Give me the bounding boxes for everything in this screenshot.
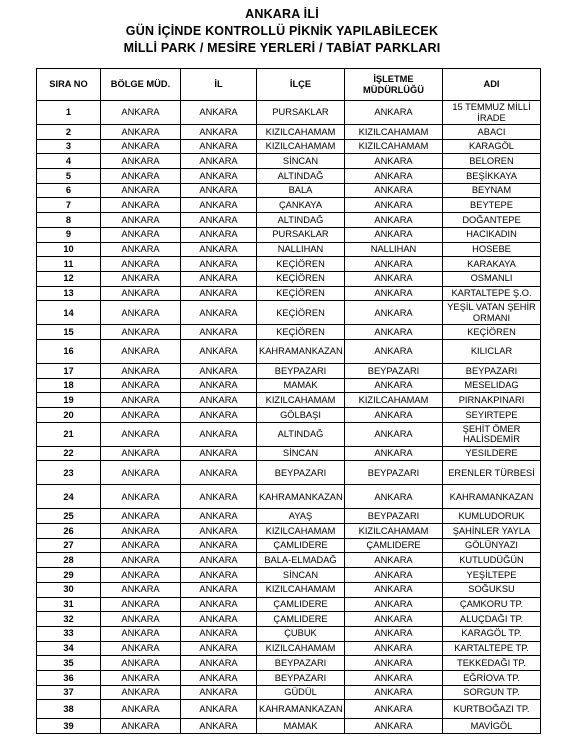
cell-sira-no: 25	[37, 509, 101, 524]
cell-adi: YESILDERE	[443, 446, 541, 461]
table-row	[37, 339, 541, 363]
cell-adi: YEŞİLTEPE	[443, 568, 541, 583]
cell-adi: ŞAHİNLER YAYLA	[443, 524, 541, 539]
table-body	[37, 101, 541, 734]
cell-ilce: BEYPAZARI	[257, 656, 345, 671]
cell-adi: YEŞİL VATAN ŞEHİR ORMANI	[443, 301, 541, 325]
cell-il: ANKARA	[181, 524, 257, 539]
cell-ilce: KIZILCAHAMAM	[257, 641, 345, 656]
cell-sira-no: 3	[37, 139, 101, 154]
cell-bolge-mud: ANKARA	[101, 700, 181, 719]
cell-bolge-mud: ANKARA	[101, 568, 181, 583]
cell-bolge-mud: ANKARA	[101, 227, 181, 242]
cell-ilce: SİNCAN	[257, 568, 345, 583]
table-row	[37, 213, 541, 228]
cell-bolge-mud: ANKARA	[101, 461, 181, 485]
cell-isletme-mudurlugu: ANKARA	[345, 271, 443, 286]
cell-isletme-mudurlugu: ANKARA	[345, 198, 443, 213]
cell-bolge-mud: ANKARA	[101, 139, 181, 154]
cell-sira-no: 26	[37, 524, 101, 539]
cell-sira-no: 6	[37, 183, 101, 198]
table-row	[37, 641, 541, 656]
table-row	[37, 524, 541, 539]
cell-il: ANKARA	[181, 101, 257, 125]
cell-bolge-mud: ANKARA	[101, 524, 181, 539]
cell-ilce: ÇANKAYA	[257, 198, 345, 213]
cell-ilce: KIZILCAHAMAM	[257, 524, 345, 539]
table-row	[37, 568, 541, 583]
cell-bolge-mud: ANKARA	[101, 363, 181, 378]
cell-sira-no: 11	[37, 257, 101, 272]
cell-adi: KEÇİÖREN	[443, 325, 541, 340]
cell-adi: SORGUN TP.	[443, 685, 541, 700]
cell-il: ANKARA	[181, 485, 257, 509]
header-adi: ADI	[443, 69, 541, 101]
cell-sira-no: 37	[37, 685, 101, 700]
cell-isletme-mudurlugu: ANKARA	[345, 257, 443, 272]
cell-sira-no: 1	[37, 101, 101, 125]
cell-il: ANKARA	[181, 393, 257, 408]
cell-bolge-mud: ANKARA	[101, 378, 181, 393]
cell-isletme-mudurlugu: ANKARA	[345, 378, 443, 393]
cell-adi: ABACI	[443, 125, 541, 140]
cell-bolge-mud: ANKARA	[101, 719, 181, 734]
table-row	[37, 553, 541, 568]
table-row	[37, 685, 541, 700]
cell-adi: KARTALTEPE TP.	[443, 641, 541, 656]
cell-sira-no: 5	[37, 169, 101, 184]
cell-bolge-mud: ANKARA	[101, 393, 181, 408]
cell-isletme-mudurlugu: ANKARA	[345, 422, 443, 446]
cell-sira-no: 32	[37, 612, 101, 627]
cell-adi: ŞEHİT ÖMER HALİSDEMİR	[443, 422, 541, 446]
cell-il: ANKARA	[181, 242, 257, 257]
cell-bolge-mud: ANKARA	[101, 271, 181, 286]
cell-il: ANKARA	[181, 685, 257, 700]
cell-isletme-mudurlugu: ANKARA	[345, 626, 443, 641]
table-row	[37, 446, 541, 461]
cell-il: ANKARA	[181, 325, 257, 340]
cell-il: ANKARA	[181, 670, 257, 685]
cell-bolge-mud: ANKARA	[101, 286, 181, 301]
cell-sira-no: 34	[37, 641, 101, 656]
cell-bolge-mud: ANKARA	[101, 125, 181, 140]
header-isletme-mudurlugu: İŞLETME MÜDÜRLÜĞÜ	[345, 69, 443, 101]
cell-il: ANKARA	[181, 363, 257, 378]
cell-il: ANKARA	[181, 339, 257, 363]
cell-bolge-mud: ANKARA	[101, 183, 181, 198]
cell-adi: MESELIDAG	[443, 378, 541, 393]
cell-sira-no: 8	[37, 213, 101, 228]
table-row	[37, 612, 541, 627]
table-row	[37, 183, 541, 198]
cell-il: ANKARA	[181, 227, 257, 242]
cell-adi: TEKKEDAĞI TP.	[443, 656, 541, 671]
cell-ilce: BALA-ELMADAĞ	[257, 553, 345, 568]
cell-ilce: KEÇİÖREN	[257, 271, 345, 286]
cell-il: ANKARA	[181, 656, 257, 671]
cell-ilce: KEÇİÖREN	[257, 325, 345, 340]
cell-ilce: ÇUBUK	[257, 626, 345, 641]
cell-bolge-mud: ANKARA	[101, 198, 181, 213]
cell-ilce: KIZILCAHAMAM	[257, 582, 345, 597]
cell-il: ANKARA	[181, 582, 257, 597]
cell-bolge-mud: ANKARA	[101, 485, 181, 509]
table-row	[37, 139, 541, 154]
cell-sira-no: 22	[37, 446, 101, 461]
cell-il: ANKARA	[181, 538, 257, 553]
cell-sira-no: 28	[37, 553, 101, 568]
table-row	[37, 509, 541, 524]
cell-isletme-mudurlugu: ANKARA	[345, 339, 443, 363]
header-bolge-mud: BÖLGE MÜD.	[101, 69, 181, 101]
cell-adi: BEŞİKKAYA	[443, 169, 541, 184]
cell-adi: EĞRİOVA TP.	[443, 670, 541, 685]
cell-sira-no: 17	[37, 363, 101, 378]
cell-adi: KARAGÖL TP.	[443, 626, 541, 641]
cell-ilce: BEYPAZARI	[257, 461, 345, 485]
cell-bolge-mud: ANKARA	[101, 597, 181, 612]
cell-ilce: GÜDÜL	[257, 685, 345, 700]
cell-bolge-mud: ANKARA	[101, 656, 181, 671]
cell-isletme-mudurlugu: ANKARA	[345, 213, 443, 228]
cell-sira-no: 13	[37, 286, 101, 301]
cell-il: ANKARA	[181, 553, 257, 568]
table-row	[37, 393, 541, 408]
cell-isletme-mudurlugu: KIZILCAHAMAM	[345, 524, 443, 539]
cell-bolge-mud: ANKARA	[101, 257, 181, 272]
cell-ilce: GÖLBAŞI	[257, 408, 345, 423]
cell-isletme-mudurlugu: ANKARA	[345, 169, 443, 184]
cell-adi: KUTLUDÜĞÜN	[443, 553, 541, 568]
cell-bolge-mud: ANKARA	[101, 641, 181, 656]
cell-ilce: ÇAMLIDERE	[257, 597, 345, 612]
cell-isletme-mudurlugu: BEYPAZARI	[345, 461, 443, 485]
cell-sira-no: 9	[37, 227, 101, 242]
cell-il: ANKARA	[181, 700, 257, 719]
cell-isletme-mudurlugu: ANKARA	[345, 597, 443, 612]
table-row	[37, 378, 541, 393]
cell-il: ANKARA	[181, 271, 257, 286]
cell-adi: KARAGÖL	[443, 139, 541, 154]
table-row	[37, 125, 541, 140]
cell-ilce: BEYPAZARI	[257, 670, 345, 685]
header-il: İL	[181, 69, 257, 101]
document-title	[0, 6, 564, 57]
cell-il: ANKARA	[181, 509, 257, 524]
cell-ilce: KIZILCAHAMAM	[257, 139, 345, 154]
cell-bolge-mud: ANKARA	[101, 339, 181, 363]
table-row	[37, 670, 541, 685]
cell-isletme-mudurlugu: ANKARA	[345, 700, 443, 719]
cell-bolge-mud: ANKARA	[101, 509, 181, 524]
table-row	[37, 719, 541, 734]
cell-il: ANKARA	[181, 641, 257, 656]
cell-adi: SOĞUKSU	[443, 582, 541, 597]
cell-ilce: KEÇİÖREN	[257, 257, 345, 272]
cell-isletme-mudurlugu: ANKARA	[345, 719, 443, 734]
cell-il: ANKARA	[181, 597, 257, 612]
cell-sira-no: 21	[37, 422, 101, 446]
cell-isletme-mudurlugu: NALLIHAN	[345, 242, 443, 257]
cell-il: ANKARA	[181, 626, 257, 641]
cell-il: ANKARA	[181, 286, 257, 301]
cell-ilce: MAMAK	[257, 719, 345, 734]
cell-ilce: ÇAMLIDERE	[257, 612, 345, 627]
cell-isletme-mudurlugu: BEYPAZARI	[345, 509, 443, 524]
cell-isletme-mudurlugu: ANKARA	[345, 446, 443, 461]
header-ilce: İLÇE	[257, 69, 345, 101]
cell-ilce: KIZILCAHAMAM	[257, 393, 345, 408]
cell-ilce: KEÇİÖREN	[257, 286, 345, 301]
cell-sira-no: 29	[37, 568, 101, 583]
cell-isletme-mudurlugu: ANKARA	[345, 612, 443, 627]
cell-adi: BEYNAM	[443, 183, 541, 198]
cell-adi: DOĞANTEPE	[443, 213, 541, 228]
cell-isletme-mudurlugu: ANKARA	[345, 286, 443, 301]
table-row	[37, 626, 541, 641]
cell-ilce: KAHRAMANKAZAN	[257, 485, 345, 509]
table-row	[37, 597, 541, 612]
cell-ilce: KEÇİÖREN	[257, 301, 345, 325]
cell-adi: KILICLAR	[443, 339, 541, 363]
cell-isletme-mudurlugu: KIZILCAHAMAM	[345, 125, 443, 140]
cell-isletme-mudurlugu: ANKARA	[345, 485, 443, 509]
cell-ilce: SİNCAN	[257, 154, 345, 169]
table-row	[37, 227, 541, 242]
cell-bolge-mud: ANKARA	[101, 169, 181, 184]
cell-il: ANKARA	[181, 213, 257, 228]
cell-il: ANKARA	[181, 446, 257, 461]
cell-sira-no: 10	[37, 242, 101, 257]
cell-adi: ÇAMKORU TP.	[443, 597, 541, 612]
cell-il: ANKARA	[181, 461, 257, 485]
table-row	[37, 408, 541, 423]
table-row	[37, 271, 541, 286]
cell-il: ANKARA	[181, 257, 257, 272]
cell-isletme-mudurlugu: ANKARA	[345, 183, 443, 198]
table-row	[37, 700, 541, 719]
cell-adi: GÖLÜNYAZI	[443, 538, 541, 553]
cell-sira-no: 39	[37, 719, 101, 734]
cell-sira-no: 30	[37, 582, 101, 597]
cell-bolge-mud: ANKARA	[101, 626, 181, 641]
table-row	[37, 286, 541, 301]
table-row	[37, 169, 541, 184]
cell-isletme-mudurlugu: KIZILCAHAMAM	[345, 393, 443, 408]
cell-bolge-mud: ANKARA	[101, 422, 181, 446]
cell-adi: KURTBOĞAZI TP.	[443, 700, 541, 719]
table-row	[37, 656, 541, 671]
cell-ilce: ÇAMLIDERE	[257, 538, 345, 553]
cell-il: ANKARA	[181, 378, 257, 393]
cell-adi: BEYPAZARI	[443, 363, 541, 378]
table-row	[37, 538, 541, 553]
cell-bolge-mud: ANKARA	[101, 301, 181, 325]
cell-ilce: MAMAK	[257, 378, 345, 393]
cell-ilce: ALTINDAĞ	[257, 422, 345, 446]
cell-il: ANKARA	[181, 139, 257, 154]
cell-ilce: KIZILCAHAMAM	[257, 125, 345, 140]
cell-sira-no: 12	[37, 271, 101, 286]
cell-bolge-mud: ANKARA	[101, 154, 181, 169]
table-row	[37, 154, 541, 169]
cell-bolge-mud: ANKARA	[101, 408, 181, 423]
cell-isletme-mudurlugu: ANKARA	[345, 101, 443, 125]
cell-sira-no: 14	[37, 301, 101, 325]
cell-adi: MAVİGÖL	[443, 719, 541, 734]
cell-sira-no: 2	[37, 125, 101, 140]
cell-bolge-mud: ANKARA	[101, 446, 181, 461]
cell-ilce: KAHRAMANKAZAN	[257, 700, 345, 719]
title-line-3: MİLLİ PARK / MESİRE YERLERİ / TABİAT PARKLARI	[123, 41, 441, 55]
cell-bolge-mud: ANKARA	[101, 670, 181, 685]
table-row	[37, 101, 541, 125]
cell-isletme-mudurlugu: BEYPAZARI	[345, 363, 443, 378]
cell-isletme-mudurlugu: ANKARA	[345, 568, 443, 583]
cell-bolge-mud: ANKARA	[101, 325, 181, 340]
cell-ilce: PURSAKLAR	[257, 227, 345, 242]
cell-isletme-mudurlugu: ANKARA	[345, 325, 443, 340]
cell-isletme-mudurlugu: ANKARA	[345, 670, 443, 685]
cell-adi: 15 TEMMUZ MİLLİ İRADE	[443, 101, 541, 125]
cell-isletme-mudurlugu: ANKARA	[345, 154, 443, 169]
cell-ilce: BALA	[257, 183, 345, 198]
table-row	[37, 582, 541, 597]
cell-bolge-mud: ANKARA	[101, 612, 181, 627]
cell-ilce: ALTINDAĞ	[257, 213, 345, 228]
header-sira-no: SIRA NO	[37, 69, 101, 101]
cell-isletme-mudurlugu: ANKARA	[345, 582, 443, 597]
table-row	[37, 325, 541, 340]
cell-isletme-mudurlugu: ANKARA	[345, 685, 443, 700]
table-row	[37, 242, 541, 257]
cell-sira-no: 24	[37, 485, 101, 509]
table-row	[37, 485, 541, 509]
cell-ilce: ALTINDAĞ	[257, 169, 345, 184]
cell-isletme-mudurlugu: KIZILCAHAMAM	[345, 139, 443, 154]
cell-sira-no: 16	[37, 339, 101, 363]
picnic-areas-table	[36, 68, 541, 734]
cell-il: ANKARA	[181, 198, 257, 213]
table-row	[37, 198, 541, 213]
table-header-row	[37, 69, 541, 101]
cell-sira-no: 18	[37, 378, 101, 393]
cell-il: ANKARA	[181, 719, 257, 734]
cell-sira-no: 19	[37, 393, 101, 408]
title-line-1: ANKARA İLİ	[245, 7, 319, 21]
table-row	[37, 363, 541, 378]
cell-sira-no: 4	[37, 154, 101, 169]
cell-bolge-mud: ANKARA	[101, 582, 181, 597]
cell-isletme-mudurlugu: ANKARA	[345, 641, 443, 656]
cell-isletme-mudurlugu: ANKARA	[345, 656, 443, 671]
cell-ilce: SİNCAN	[257, 446, 345, 461]
cell-isletme-mudurlugu: ANKARA	[345, 227, 443, 242]
cell-il: ANKARA	[181, 154, 257, 169]
cell-isletme-mudurlugu: ANKARA	[345, 553, 443, 568]
cell-sira-no: 23	[37, 461, 101, 485]
table-row	[37, 461, 541, 485]
cell-adi: PIRNAKPINARI	[443, 393, 541, 408]
cell-adi: KARTALTEPE Ş.O.	[443, 286, 541, 301]
cell-il: ANKARA	[181, 183, 257, 198]
cell-sira-no: 38	[37, 700, 101, 719]
cell-sira-no: 35	[37, 656, 101, 671]
cell-bolge-mud: ANKARA	[101, 213, 181, 228]
cell-sira-no: 33	[37, 626, 101, 641]
cell-sira-no: 31	[37, 597, 101, 612]
cell-adi: HACIKADIN	[443, 227, 541, 242]
table-row	[37, 422, 541, 446]
cell-sira-no: 7	[37, 198, 101, 213]
cell-il: ANKARA	[181, 301, 257, 325]
cell-il: ANKARA	[181, 422, 257, 446]
cell-adi: KAHRAMANKAZAN	[443, 485, 541, 509]
table-row	[37, 257, 541, 272]
cell-bolge-mud: ANKARA	[101, 553, 181, 568]
cell-il: ANKARA	[181, 568, 257, 583]
cell-adi: SEYIRTEPE	[443, 408, 541, 423]
cell-adi: KUMLUDORUK	[443, 509, 541, 524]
cell-ilce: BEYPAZARI	[257, 363, 345, 378]
cell-adi: KARAKAYA	[443, 257, 541, 272]
cell-sira-no: 27	[37, 538, 101, 553]
cell-bolge-mud: ANKARA	[101, 538, 181, 553]
cell-adi: BELOREN	[443, 154, 541, 169]
cell-il: ANKARA	[181, 408, 257, 423]
title-line-2: GÜN İÇİNDE KONTROLLÜ PİKNİK YAPILABİLECEK	[125, 24, 439, 38]
cell-isletme-mudurlugu: ANKARA	[345, 408, 443, 423]
cell-isletme-mudurlugu: ANKARA	[345, 301, 443, 325]
cell-il: ANKARA	[181, 612, 257, 627]
cell-il: ANKARA	[181, 125, 257, 140]
cell-adi: ALUÇDAĞI TP.	[443, 612, 541, 627]
cell-ilce: KAHRAMANKAZAN	[257, 339, 345, 363]
cell-ilce: PURSAKLAR	[257, 101, 345, 125]
cell-adi: HOSEBE	[443, 242, 541, 257]
cell-bolge-mud: ANKARA	[101, 242, 181, 257]
cell-sira-no: 15	[37, 325, 101, 340]
cell-adi: OSMANLI	[443, 271, 541, 286]
cell-ilce: NALLIHAN	[257, 242, 345, 257]
cell-adi: BEYTEPE	[443, 198, 541, 213]
cell-isletme-mudurlugu: ÇAMLIDERE	[345, 538, 443, 553]
cell-bolge-mud: ANKARA	[101, 685, 181, 700]
cell-sira-no: 20	[37, 408, 101, 423]
cell-il: ANKARA	[181, 169, 257, 184]
cell-bolge-mud: ANKARA	[101, 101, 181, 125]
cell-ilce: AYAŞ	[257, 509, 345, 524]
cell-adi: ERENLER TÜRBESİ	[443, 461, 541, 485]
table-row	[37, 301, 541, 325]
cell-sira-no: 36	[37, 670, 101, 685]
